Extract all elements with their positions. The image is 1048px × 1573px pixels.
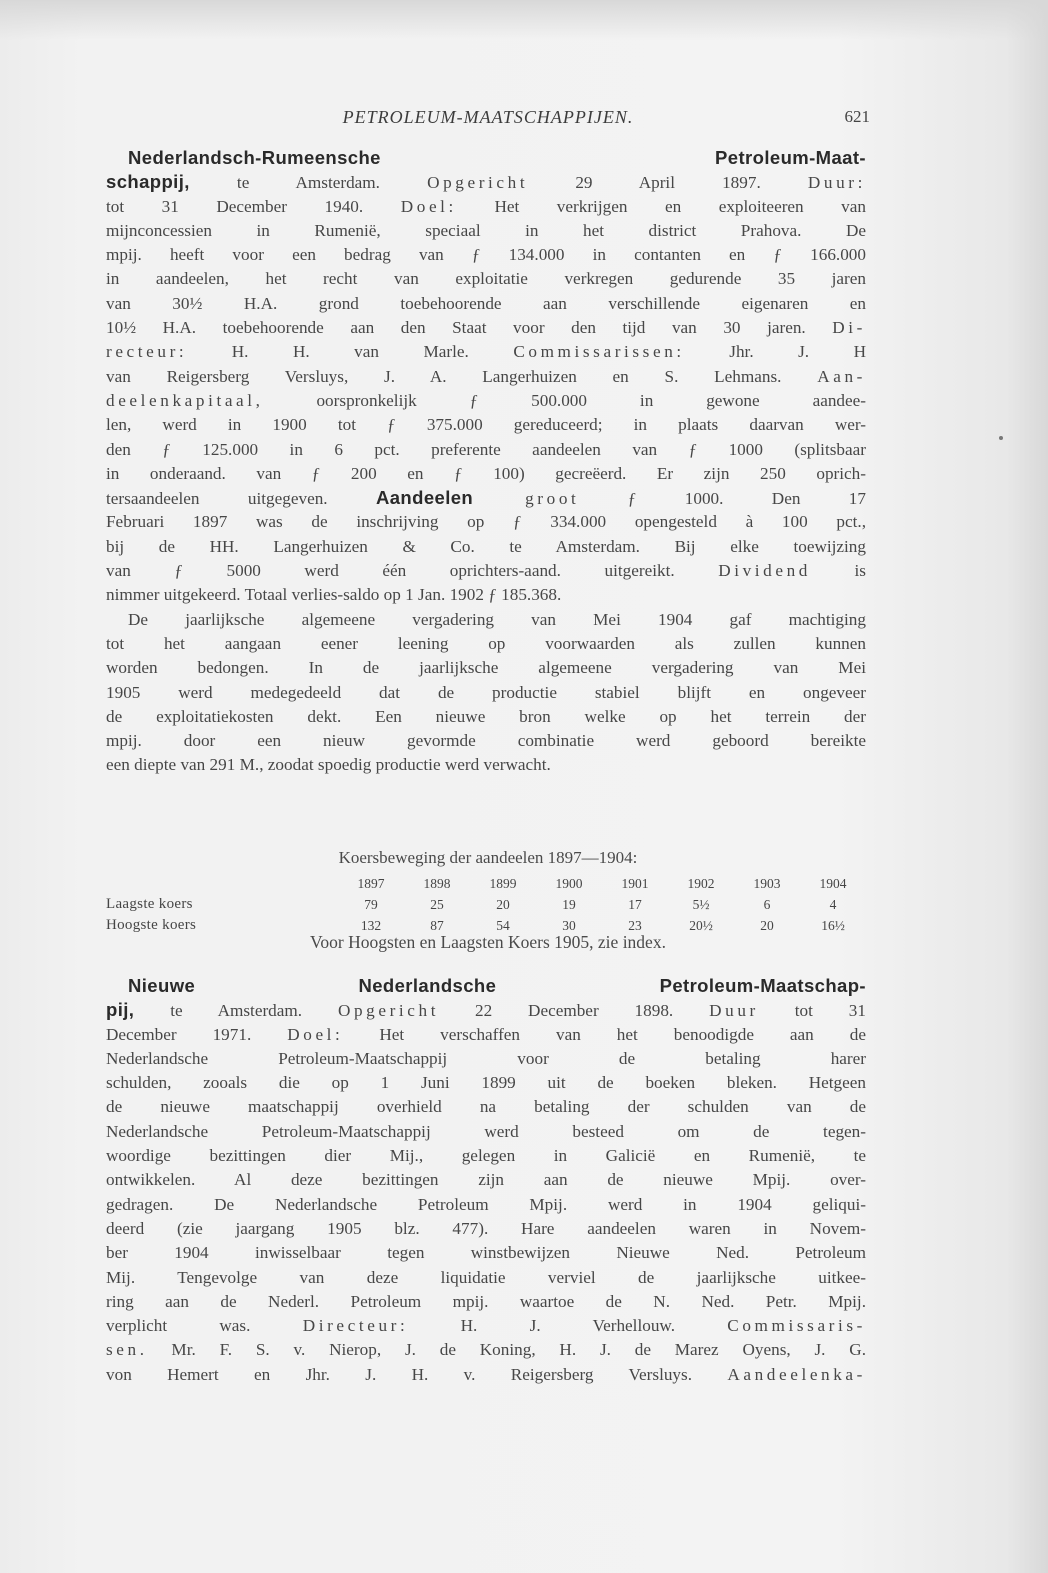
text-span: oorspronkelijk ƒ 500.000 in gewone aandee- [263,390,866,410]
table-row [106,894,866,915]
running-header [106,107,870,131]
field-label-directeur: Directeur: [302,1316,409,1336]
table-cell: 23 [628,917,642,933]
text-line: Februari 1897 was de inschrijving op ƒ 334.000 opengesteld à 100 pct., [106,512,866,532]
text-span: ƒ 1000. Den 17 [579,489,866,509]
page-number: 621 [844,107,870,126]
row-label: Hoogste koers [106,917,197,933]
text-span: te Amsterdam. [189,173,428,193]
text-line [106,365,866,389]
text-line: Nederlandsche Petroleum-Maatschappij voor de betaling harer [106,1048,866,1068]
field-label-commissarissen: Commissaris- [727,1316,866,1336]
text-line: Mij. Tengevolge van deze liquidatie verviel de jaarlijksche uitkee- [106,1267,866,1287]
page-edge-shading [0,0,1048,40]
table-cell: 17 [628,896,642,912]
table-cell: 16½ [821,917,845,933]
table-cell: 5½ [692,896,710,912]
year-header: 1898 [423,875,451,891]
text-line: den ƒ 125.000 in 6 pct. preferente aandeelen van ƒ 1000 (splitsbaar [106,439,866,459]
table-header-row [106,873,866,894]
field-label-opgericht: Opgericht [427,173,529,193]
table-cell: 6 [763,896,771,912]
field-label-groot: groot [473,489,580,509]
text-line: mpij. door een nieuw gevormde combinatie werd geboord bereikte [106,731,866,751]
text-span: December 1971. [106,1024,288,1044]
field-label-commissarissen-cont: sen. [106,1340,148,1360]
text-line: ontwikkelen. Al deze bezittingen zijn aan de nieuwe Mpij. over- [106,1170,866,1190]
text-span: van ƒ 5000 werd één oprichters-aand. uitgereikt. [106,561,719,581]
field-label-duur: Duur: [807,173,866,193]
text-line: len, werd in 1900 tot ƒ 375.000 gereduceerd; in plaats daarvan wer- [106,415,866,435]
entry-nieuwe-nederlandsche [106,974,866,1387]
field-label-directeur-cont: recteur: [106,342,188,362]
text-line [106,1314,866,1338]
text-line: de nieuwe maatschappij overhield na betaling der schulden van de [106,1097,866,1117]
text-line: Nederlandsche Petroleum-Maatschappij werd besteed om de tegen- [106,1121,866,1141]
text-line: tot het aangaan eener leening op voorwaarden als zullen kunnen [106,633,866,653]
company-name: Nederlandsch-Rumeensche Petroleum-Maat- [128,147,866,168]
year-header: 1899 [489,875,517,891]
table-cell: 20 [760,917,774,933]
text-line: worden bedongen. In de jaarlijksche algemeene vergadering van Mei [106,658,866,678]
text-line: ber 1904 inwisselbaar tegen winstbewijzen Nieuwe Ned. Petroleum [106,1243,866,1263]
text-line [106,389,866,413]
text-line [106,1363,866,1387]
text-line: De jaarlijksche algemeene vergadering van Mei 1904 gaf machtiging [128,609,866,629]
text-line: mijnconcessien in Rumenië, speciaal in het district Prahova. De [106,220,866,240]
field-label-opgericht: Opgericht [337,1001,440,1021]
text-line: in aandeelen, het recht van exploitatie verkregen gedurende 35 jaren [106,269,866,289]
field-label-commissarissen: Commissarissen: [513,342,685,362]
table-cell: 20½ [689,917,713,933]
field-label-aandeelenkapitaal: Aandeelenka- [727,1364,866,1384]
entry-nederlandsch-rumeensche [106,146,866,778]
company-name-cont: pij, [106,999,135,1021]
text-line: deerd (zie jaargang 1905 blz. 477). Hare aandeelen waren in Novem- [106,1218,866,1238]
margin-speck [999,436,1003,440]
text-line: 1905 werd medegedeeld dat de productie stabiel blijft en ongeveer [106,682,866,702]
table-cell: 87 [430,917,444,933]
text-span: 10½ H.A. toebehoorende aan den Staat voor den tijd van 30 jaren. [106,318,833,338]
table-cell: 4 [829,896,837,912]
text-span: verplicht was. [106,1316,303,1336]
text-span: von Hemert en Jhr. J. H. v. Reigersberg Versluys. [106,1364,728,1384]
text-span: Mr. F. S. v. Nierop, J. de Koning, H. J. de Marez Oyens, J. G. [147,1340,866,1360]
text-span: H. J. Verhellouw. [408,1316,728,1336]
table-cell: 132 [360,917,382,933]
text-line [106,559,866,583]
text-span: tersaandeelen uitgegeven. [106,489,376,509]
text-span: H. H. van Marle. [187,342,514,362]
text-line: de exploitatiekosten dekt. Een nieuwe bron welke op het terrein der [106,706,866,726]
company-name: Nieuwe Nederlandsche Petroleum-Maatschap- [128,975,866,996]
koers-table [106,873,866,936]
field-label-dividend: Dividend [718,561,811,581]
koers-table-note: Voor Hoogsten en Laagsten Koers 1905, zie index. [310,932,666,952]
year-header: 1901 [621,875,649,891]
text-line: mpij. heeft voor een bedrag van ƒ 134.000 in contanten en ƒ 166.000 [106,245,866,265]
running-title: PETROLEUM-MAATSCHAPPIJEN. [342,107,634,127]
text-span: 22 December 1898. [439,1001,710,1021]
field-label-aandeelenkapitaal-cont: deelenkapitaal, [106,390,264,410]
field-label-duur: Duur [709,1001,759,1021]
year-header: 1903 [753,875,781,891]
text-span: van Reigersberg Versluys, J. A. Langerhuizen en S. Lehmans. [106,366,818,386]
row-label: Laagste koers [106,896,193,912]
text-line: een diepte van 291 M., zoodat spoedig productie werd verwacht. [106,755,551,775]
text-span: te Amsterdam. [134,1001,338,1021]
entry-heading-line [106,146,866,170]
year-header: 1902 [687,875,715,891]
text-line: nimmer uitgekeerd. Totaal verlies-saldo op 1 Jan. 1902 ƒ 185.368. [106,585,562,605]
text-line [106,340,866,364]
text-line: in onderaand. van ƒ 200 en ƒ 100) gecreëerd. Er zijn 250 oprich- [106,463,866,483]
entry-heading-line [106,974,866,998]
text-line: ring aan de Nederl. Petroleum mpij. waartoe de N. Ned. Petr. Mpij. [106,1291,866,1311]
field-label-aandeelen: Aandeelen [375,487,474,509]
text-span: Het verkrijgen en exploiteeren van [456,196,866,216]
text-line [106,170,866,194]
text-line: woordige bezittingen dier Mij., gelegen in Galicië en Rumenië, te [106,1146,866,1166]
year-header: 1904 [819,875,847,891]
table-cell: 20 [496,896,510,912]
text-line [106,486,866,510]
text-line: bij de HH. Langerhuizen & Co. te Amsterdam. Bij elke toewijzing [106,536,866,556]
text-span: tot 31 December 1940. [106,196,401,216]
text-span: Het verschaffen van het benoodigde aan de [343,1024,866,1044]
table-cell: 54 [496,917,510,933]
text-line [106,1023,866,1047]
text-line [106,998,866,1022]
text-span: Jhr. J. H [684,342,866,362]
year-header: 1900 [555,875,583,891]
text-span: 29 April 1897. [528,173,808,193]
text-line [106,1338,866,1362]
text-span: tot 31 [758,1001,866,1021]
field-label-aandeelenkapitaal: Aan- [817,366,866,386]
field-label-doel: Doel: [400,196,457,216]
text-span: is [810,561,866,581]
field-label-directeur: Di- [832,318,866,338]
table-cell: 25 [430,896,444,912]
text-line [106,316,866,340]
text-line: gedragen. De Nederlandsche Petroleum Mpij. werd in 1904 geliqui- [106,1194,866,1214]
field-label-doel: Doel: [287,1024,344,1044]
koers-table-caption: Koersbeweging der aandeelen 1897—1904: [338,848,638,867]
table-cell: 19 [562,896,576,912]
text-line: van 30½ H.A. grond toebehoorende aan verschillende eigenaren en [106,293,866,313]
table-cell: 30 [562,917,576,933]
text-line: schulden, zooals die op 1 Juni 1899 uit de boeken bleken. Hetgeen [106,1073,866,1093]
text-line [106,195,866,219]
company-name-cont: schappij, [106,171,190,193]
table-corner-cell [106,873,338,894]
year-header: 1897 [357,875,385,891]
table-cell: 79 [364,896,378,912]
